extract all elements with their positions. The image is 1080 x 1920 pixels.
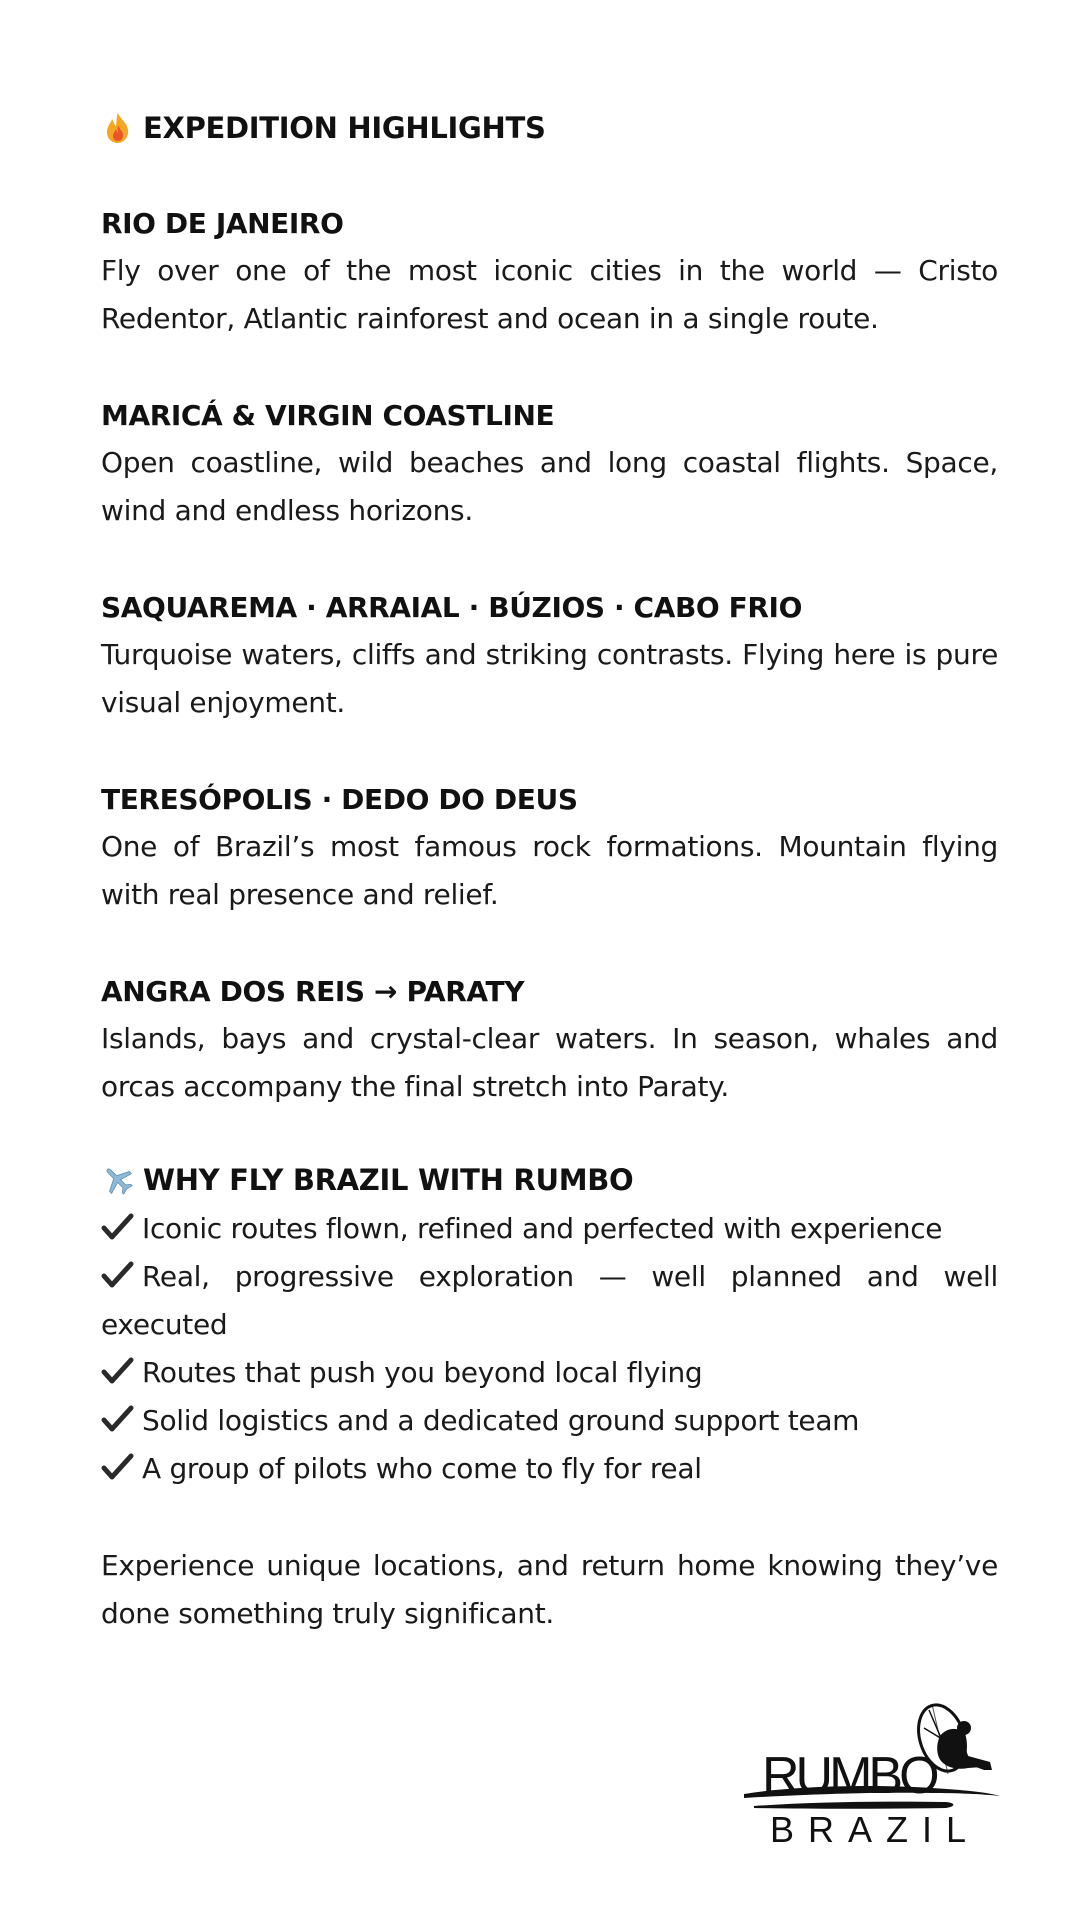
why-item-text: A group of pilots who come to fly for real [142,1452,702,1485]
highlight-description: Islands, bays and crystal-clear waters. In season, whales and orcas accompany the final stretch into Paraty. [101,1022,998,1103]
highlight-description: One of Brazil’s most famous rock formations. Mountain flying with real presence and relief. [101,830,998,911]
logo-sub: BRAZIL [770,1809,981,1848]
why-item-text: Routes that push you beyond local flying [142,1356,703,1389]
fire-icon [101,111,135,145]
why-list [101,1205,998,1493]
why-section [101,1157,998,1493]
page-content [101,105,998,1638]
highlight-angra [101,969,998,1111]
highlight-description: Fly over one of the most iconic cities in the world — Cristo Redentor, Atlantic rainforest and ocean in a single route. [101,254,998,335]
rumbo-brazil-logo [732,1698,1002,1848]
why-item-text: Solid logistics and a dedicated ground support team [142,1404,860,1437]
closing-paragraph: Experience unique locations, and return home knowing they’ve done something truly significant. [101,1549,998,1630]
why-item-text: Iconic routes flown, refined and perfected with experience [142,1212,943,1245]
list-item [101,1397,998,1445]
highlight-rio [101,201,998,343]
highlights-title: EXPEDITION HIGHLIGHTS [143,111,546,145]
list-item [101,1445,998,1493]
logo-name: RUMBO [762,1747,936,1805]
highlight-title: SAQUAREMA · ARRAIAL · BÚZIOS · CABO FRIO [101,591,802,624]
highlight-marica [101,393,998,535]
why-title: WHY FLY BRAZIL WITH RUMBO [143,1163,634,1197]
checkmark-icon [101,1260,134,1290]
highlight-title: MARICÁ & VIRGIN COASTLINE [101,399,555,432]
checkmark-icon [101,1356,134,1386]
why-item-text: Real, progressive exploration — well planned and well executed [101,1260,998,1341]
highlight-saquarema [101,585,998,727]
highlight-title: RIO DE JANEIRO [101,207,344,240]
list-item [101,1205,998,1253]
highlight-description: Turquoise waters, cliffs and striking contrasts. Flying here is pure visual enjoyment. [101,638,998,719]
checkmark-icon [101,1452,134,1482]
checkmark-icon [101,1212,134,1242]
list-item [101,1349,998,1397]
list-item [101,1253,998,1349]
why-header [101,1157,998,1203]
checkmark-icon [101,1404,134,1434]
highlight-description: Open coastline, wild beaches and long coastal flights. Space, wind and endless horizons. [101,446,998,527]
highlight-title: ANGRA DOS REIS → PARATY [101,975,525,1008]
airplane-icon [101,1163,135,1197]
highlight-teresopolis [101,777,998,919]
highlights-header [101,105,998,151]
highlight-title: TERESÓPOLIS · DEDO DO DEUS [101,783,578,816]
